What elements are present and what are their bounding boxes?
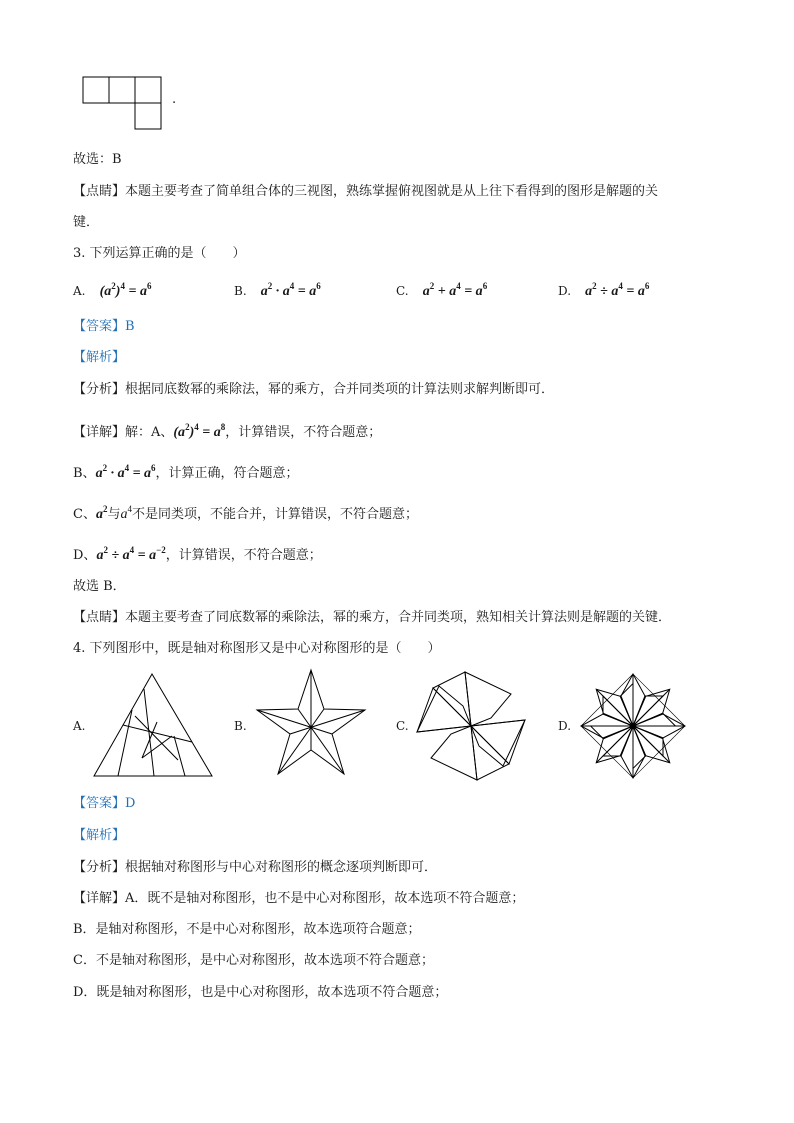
q3-option-c[interactable]: C. $a^2 + a^4 = a^6$ [396,281,488,299]
q4-figure-b-star[interactable] [253,668,369,780]
q4-option-c-label[interactable]: C. [396,719,409,733]
top-view-figure [80,74,200,134]
q3-choose: 故选 B． [73,579,126,594]
q4-option-a-label[interactable]: A. [73,719,86,733]
previous-point-line1: 【点睛】本题主要考查了简单组合体的三视图，熟练掌握俯视图就是从上往下看得到的图形是解题的关 [73,184,659,199]
q3-detail-a: 【详解】解：A、$(a^2)^4 = a^8$，计算错误，不符合题意； [73,422,382,440]
q3-option-b[interactable]: B. $a^2 \cdot a^4 = a^6$ [234,281,321,299]
previous-point-line2: 键． [73,215,100,230]
q3-analysis-title: 【解析】 [73,350,126,365]
q4-figure-a-triangle[interactable] [92,672,216,780]
q4-analysis: 【分析】根据轴对称图形与中心对称图形的概念逐项判断即可． [73,860,438,875]
q4-figure-c-pinwheel[interactable] [415,670,527,782]
q3-option-d[interactable]: D. $a^2 \div a^4 = a^6$ [558,281,650,299]
q3-answer: 【答案】B [73,319,135,334]
q3-stem: 3. 下列运算正确的是（ ） [73,246,246,261]
q3-option-a-label: A. [73,284,86,298]
q4-analysis-title: 【解析】 [73,828,126,843]
previous-answer: 故选：B [73,152,122,167]
q4-option-d-label[interactable]: D. [558,719,572,733]
q3-analysis: 【分析】根据同底数幂的乘除法，幂的乘方，合并同类项的计算法则求解判断即可． [73,382,555,397]
q4-detail-a: 【详解】A．既不是轴对称图形，也不是中心对称图形，故本选项不符合题意； [73,891,525,906]
q3-detail-c: C、$a^2$与$a^4$不是同类项，不能合并，计算错误，不符合题意； [73,504,418,522]
q4-detail-b: B．是轴对称图形，不是中心对称图形，故本选项符合题意； [73,922,421,937]
q3-option-c-label: C. [396,284,409,298]
top-view-dot: . [172,92,177,107]
q3-option-d-label: D. [558,284,572,298]
q4-detail-c: C．不是轴对称图形，是中心对称图形，故本选项不符合题意； [73,953,434,968]
q3-option-b-label: B. [234,284,247,298]
q4-stem: 4. 下列图形中，既是轴对称图形又是中心对称图形的是（ ） [73,641,441,656]
q3-point: 【点睛】本题主要考查了同底数幂的乘除法，幂的乘方，合并同类项，熟知相关计算法则是解题的关键． [73,610,672,625]
q4-detail-d: D．既是轴对称图形，也是中心对称图形，故本选项不符合题意； [73,985,448,1000]
q3-detail-d: D、$a^2 \div a^4 = a^{-2}$，计算错误，不符合题意； [73,545,322,563]
q4-figure-d-rosette[interactable] [577,670,689,782]
q4-option-b-label[interactable]: B. [234,719,247,733]
q3-option-a[interactable]: A. $(a^2)^4 = a^6$ [73,281,152,299]
q4-answer: 【答案】D [73,796,136,811]
q3-detail-b: B、$a^2 \cdot a^4 = a^6$，计算正确，符合题意； [73,463,299,481]
